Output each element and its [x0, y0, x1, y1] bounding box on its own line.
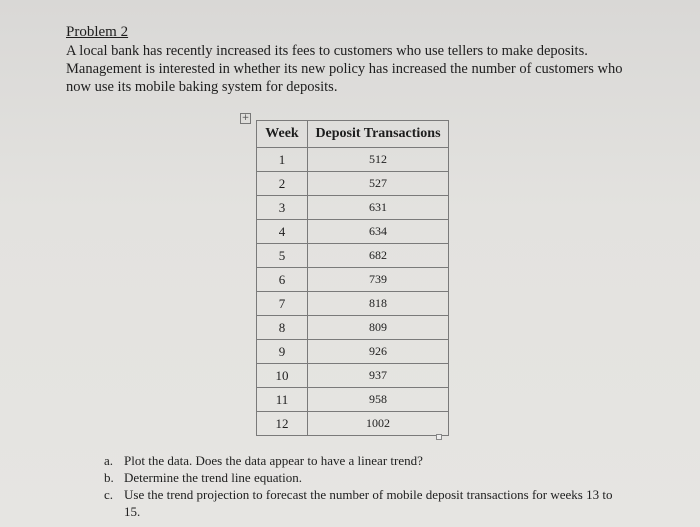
transactions-cell: 937: [308, 364, 449, 388]
week-cell: 9: [257, 340, 308, 364]
table-resize-handle[interactable]: [436, 434, 442, 440]
week-cell: 1: [257, 148, 308, 172]
table-header-row: [257, 121, 449, 148]
week-cell: 10: [257, 364, 308, 388]
problem-title: Problem 2: [66, 24, 129, 40]
transactions-cell: 958: [308, 388, 449, 412]
table-row: [257, 364, 449, 388]
transactions-cell: 512: [308, 148, 449, 172]
table-row: [257, 244, 449, 268]
header-deposit-transactions: Deposit Transactions: [308, 121, 449, 148]
week-cell: 4: [257, 220, 308, 244]
transactions-cell: 682: [308, 244, 449, 268]
question-item: [104, 469, 624, 486]
question-item: [104, 486, 624, 520]
question-marker: b.: [104, 470, 114, 485]
transactions-cell: 634: [308, 220, 449, 244]
week-cell: 7: [257, 292, 308, 316]
transactions-cell: 631: [308, 196, 449, 220]
week-cell: 12: [257, 412, 308, 436]
question-marker: c.: [104, 487, 114, 502]
transactions-cell: 739: [308, 268, 449, 292]
table-row: [257, 316, 449, 340]
table-row: [257, 340, 449, 364]
table-row: [257, 220, 449, 244]
table-row: [257, 388, 449, 412]
week-cell: 5: [257, 244, 308, 268]
table-row: [257, 412, 449, 436]
transactions-cell: 818: [308, 292, 449, 316]
table-row: [257, 172, 449, 196]
transactions-cell: 527: [308, 172, 449, 196]
intro-line: A local bank has recently increased its fees to customers who use tellers to make deposits.: [66, 43, 588, 59]
header-week: Week: [257, 121, 308, 148]
table-move-handle-icon[interactable]: +: [241, 113, 250, 123]
week-cell: 8: [257, 316, 308, 340]
question-text: Plot the data. Does the data appear to have a linear trend?: [124, 453, 423, 468]
question-text: Use the trend projection to forecast the number of mobile deposit transactions for weeks 13 to 15.: [124, 487, 613, 519]
problem-intro: [66, 42, 646, 96]
intro-line: now use its mobile baking system for deposits.: [66, 79, 338, 95]
table-row: [257, 196, 449, 220]
question-item: [104, 452, 624, 469]
question-marker: a.: [104, 453, 114, 468]
transactions-cell: 809: [308, 316, 449, 340]
week-cell: 6: [257, 268, 308, 292]
table-row: [257, 268, 449, 292]
week-cell: 11: [257, 388, 308, 412]
question-text: Determine the trend line equation.: [124, 470, 302, 485]
week-cell: 2: [257, 172, 308, 196]
week-cell: 3: [257, 196, 308, 220]
table-row: [257, 292, 449, 316]
table-row: [257, 148, 449, 172]
question-list: [104, 452, 624, 520]
transactions-cell: 926: [308, 340, 449, 364]
intro-line: Management is interested in whether its new policy has increased the number of customers who: [66, 61, 623, 77]
deposit-table: [256, 120, 449, 436]
transactions-cell: 1002: [308, 412, 449, 436]
